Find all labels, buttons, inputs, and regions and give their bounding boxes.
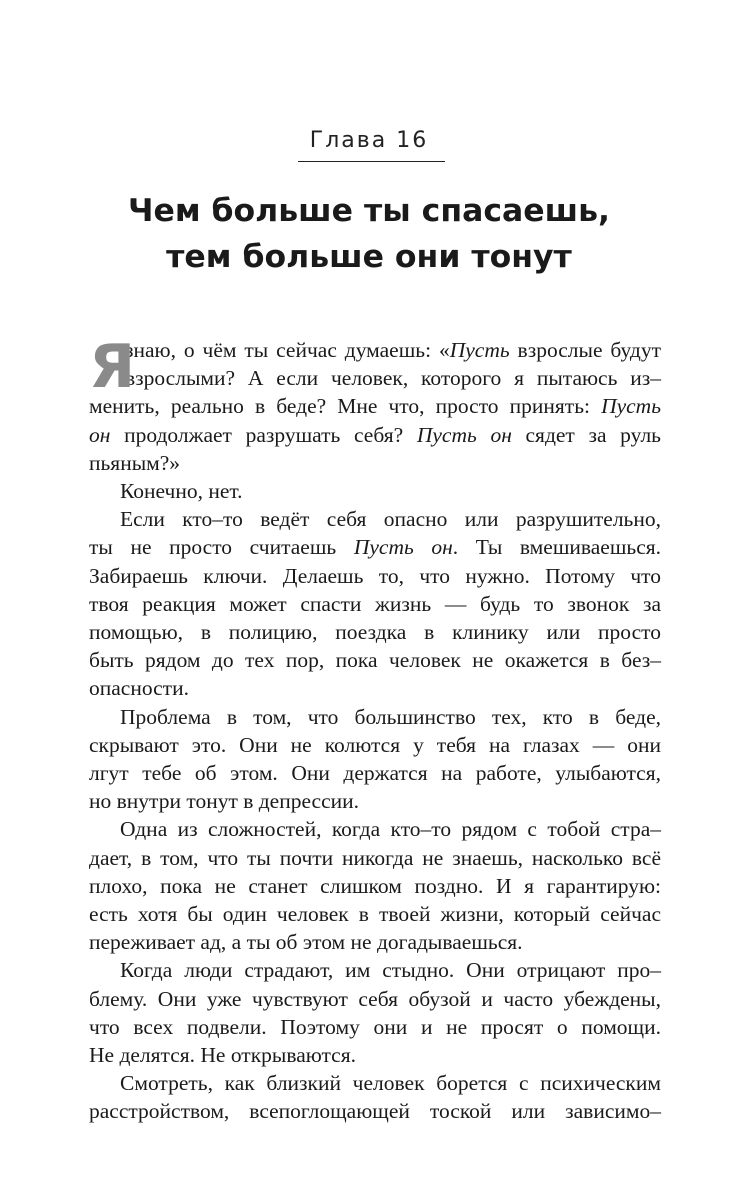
body-text — [89, 332, 662, 1126]
text-line: что всех подвели. Поэтому они и не просят о помощи. — [89, 1014, 661, 1039]
chapter-title-line-1: Чем больше ты спасаешь, — [128, 193, 610, 229]
paragraph-1 — [89, 332, 661, 477]
paragraph-4 — [89, 703, 661, 816]
chapter-title-line-2: тем больше они тонут — [166, 239, 572, 275]
text-line: дает, в том, что ты почти никогда не знаешь, насколько всё — [89, 845, 661, 870]
chapter-divider — [298, 161, 445, 162]
text-line: но внутри тонут в депрессии. — [89, 789, 360, 814]
paragraph-6 — [89, 956, 661, 1069]
text-line: скрывают это. Они не колются у тебя на глазах — они — [89, 732, 661, 757]
text-line: пьяным?» — [89, 450, 181, 475]
text-line: лгут тебе об этом. Они держатся на работе, улыбаются, — [89, 761, 661, 786]
text-line: Не делятся. Не открываются. — [89, 1043, 356, 1068]
text-line: опасности. — [89, 676, 189, 701]
text-line: Проблема в том, что большинство тех, кто в беде, — [120, 704, 661, 729]
text-line: менить, реально в беде? Мне что, просто принять: Пусть — [89, 394, 661, 419]
paragraph-7 — [89, 1069, 661, 1125]
text-line: расстройством, всепоглощающей тоской или зависимо– — [89, 1099, 661, 1124]
chapter-label: Глава 16 — [309, 128, 429, 153]
text-line: он продолжает разрушать себя? Пусть он сядет за руль — [89, 422, 661, 447]
text-line: Одна из сложностей, когда кто–то рядом с тобой стра– — [120, 817, 661, 842]
text-line: переживает ад, а ты об этом не догадываешься. — [89, 930, 523, 955]
text-line: знаю, о чём ты сейчас думаешь: «Пусть взрослые будут — [125, 338, 661, 362]
drop-cap: Я — [89, 332, 136, 402]
text-line: Когда люди страдают, им стыдно. Они отрицают про– — [120, 958, 661, 983]
text-line: помощью, в полицию, поездка в клинику или просто — [89, 620, 661, 645]
paragraph-3 — [89, 505, 661, 702]
text-line: взрослыми? А если человек, которого я пытаюсь из– — [125, 366, 661, 391]
text-line: Забираешь ключи. Делаешь то, что нужно. Потому что — [89, 563, 661, 588]
chapter-title — [0, 188, 738, 280]
text-line: Если кто–то ведёт себя опасно или разрушительно, — [120, 507, 661, 532]
text-line: блему. Они уже чувствуют себя обузой и часто убеждены, — [89, 986, 661, 1011]
text-line: твоя реакция может спасти жизнь — будь то звонок за — [89, 591, 661, 616]
paragraph-2 — [89, 477, 661, 505]
paragraph-5 — [89, 815, 661, 956]
text-line: Смотреть, как близкий человек борется с психическим — [120, 1071, 661, 1096]
text-line: ты не просто считаешь Пусть он. Ты вмешиваешься. — [89, 535, 662, 560]
text-line: плохо, пока не станет слишком поздно. И я гарантирую: — [89, 873, 661, 898]
text-line: быть рядом до тех пор, пока человек не окажется в без– — [89, 648, 661, 673]
text-line: Конечно, нет. — [120, 479, 243, 504]
text-line: есть хотя бы один человек в твоей жизни, который сейчас — [89, 902, 661, 927]
